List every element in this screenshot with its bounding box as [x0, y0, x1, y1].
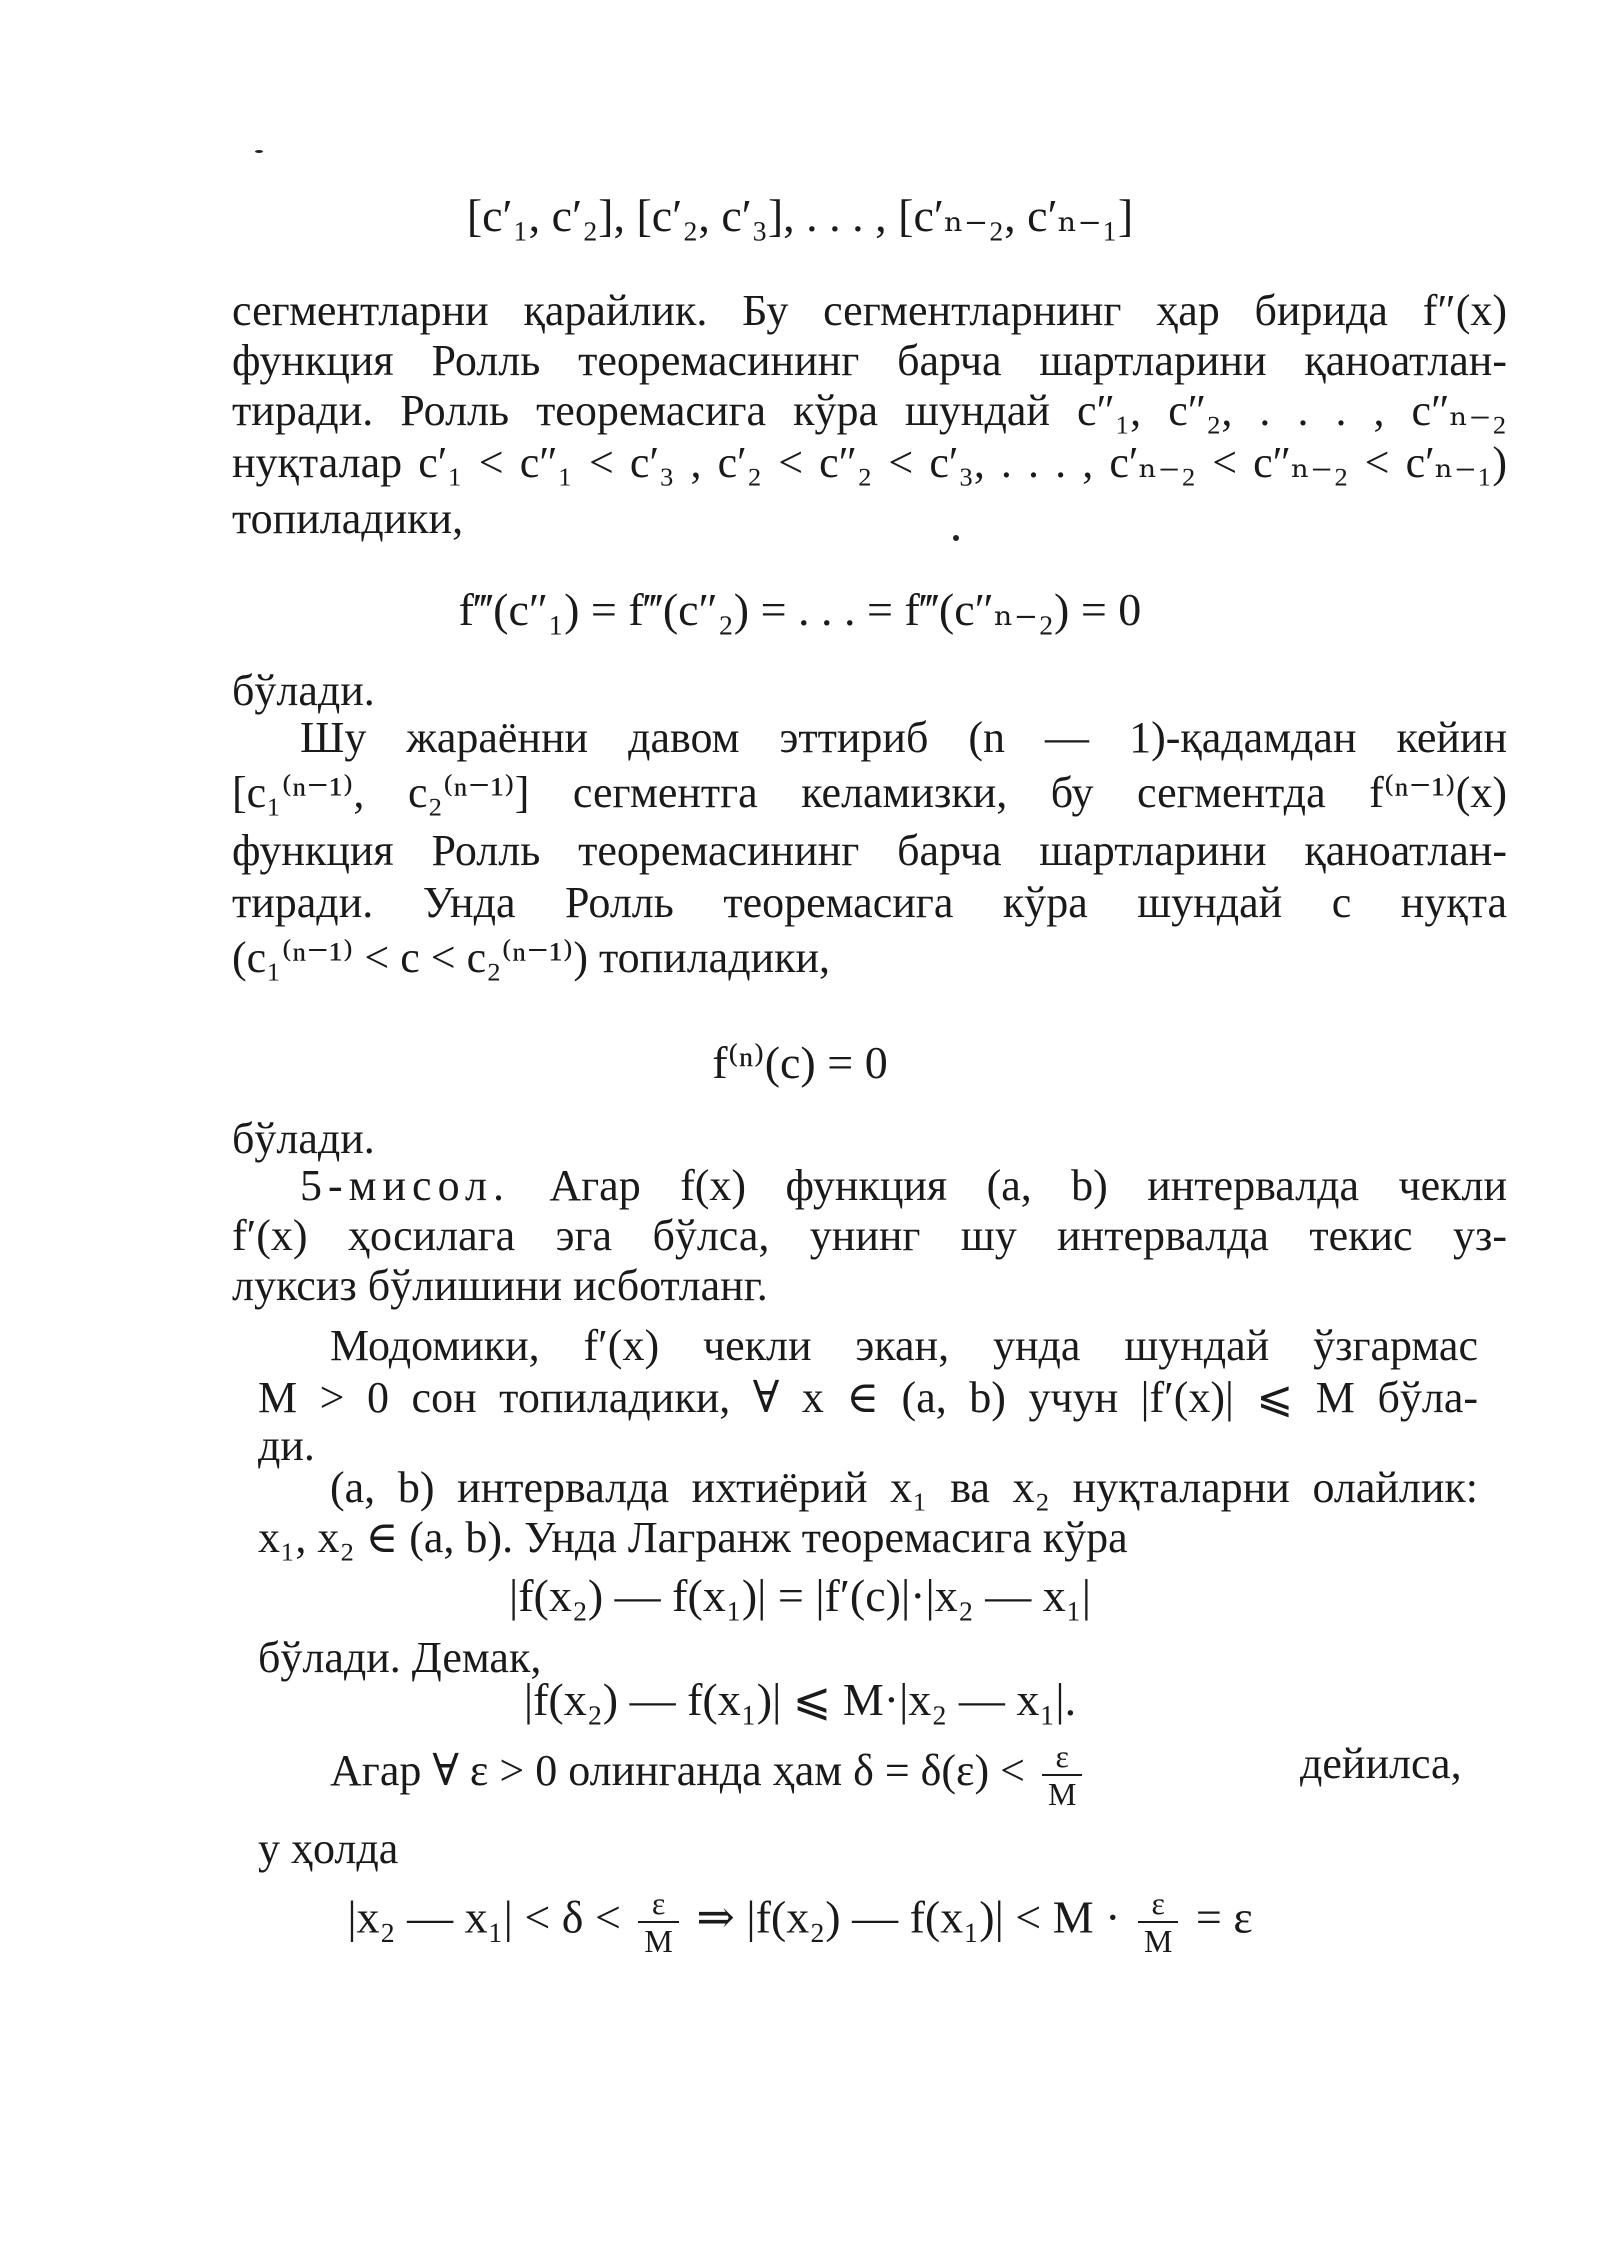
- formula-part: = ε: [1195, 1891, 1253, 1943]
- inequality-formula: |f(x₂) — f(x₁)| ⩽ M·|x₂ — x₁|.: [523, 1674, 1077, 1725]
- example-text: Агар f(x) функция (a, b) интервалда чекли: [509, 1161, 1507, 1210]
- example-label: 5-мисол.: [300, 1161, 510, 1210]
- paragraph-line: [c₁⁽ⁿ⁻¹⁾, c₂⁽ⁿ⁻¹⁾] сегментга келамизки, бу сегментда f⁽ⁿ⁻¹⁾(x): [232, 768, 1507, 817]
- paragraph-line: дейилса,: [1300, 1739, 1462, 1788]
- paragraph-line: тиради. Ролль теоремасига кўра шундай c″₁, c″₂, . . . , c″ₙ₋₂: [232, 386, 1507, 435]
- paragraph-line: Шу жараённи давом эттириб (n — 1)-қадамдан кейин: [300, 713, 1507, 762]
- paragraph-line: сегментларни қарайлик. Бу сегментларнинг ҳар бирида f″(x): [232, 286, 1507, 335]
- paragraph-line: нуқталар c′₁ < c″₁ < c′₃ , c′₂ < c″₂ < c′₃, . . . , c′ₙ₋₂ < c″ₙ₋₂ < c′ₙ₋₁): [232, 438, 1507, 487]
- fraction-eps-over-m: [1042, 1738, 1082, 1812]
- fraction-numerator: ε: [638, 1885, 678, 1923]
- fraction-eps-over-m: [1138, 1885, 1178, 1959]
- paragraph-line: f′(x) ҳосилага эга бўлса, унинг шу интервалда текис уз-: [232, 1211, 1507, 1260]
- paragraph-line: бўлади.: [232, 1114, 375, 1163]
- example-heading-line: [300, 1160, 1507, 1212]
- paragraph-line: ди.: [258, 1421, 315, 1470]
- lagrange-formula: |f(x₂) — f(x₁)| = |f′(c)|·|x₂ — x₁|: [508, 1570, 1091, 1621]
- paragraph-line: бўлади. Демак,: [258, 1633, 542, 1682]
- fraction-denominator: M: [644, 1923, 673, 1959]
- scan-speck: [953, 535, 959, 541]
- paragraph-line: бўлади.: [232, 666, 375, 715]
- paragraph-line: (a, b) интервалда ихтиёрий x₁ ва x₂ нуқталарни олайлик:: [330, 1463, 1478, 1512]
- segments-list-formula: [c′₁, c′₂], [c′₂, c′₃], . . . , [c′ₙ₋₂, c′ₙ₋₁]: [466, 190, 1134, 241]
- formula-part: ⇒ |f(x₂) — f(x₁)| < M ·: [696, 1891, 1121, 1943]
- paragraph-line: Модомики, f′(x) чекли экан, унда шундай ўзгармас: [330, 1321, 1478, 1370]
- formula-part: |x₂ — x₁| < δ <: [347, 1891, 621, 1943]
- scan-speck: [255, 150, 263, 153]
- paragraph-line: (c₁⁽ⁿ⁻¹⁾ < c < c₂⁽ⁿ⁻¹⁾) топиладики,: [232, 933, 831, 982]
- fraction-eps-over-m: [638, 1885, 678, 1959]
- third-derivative-formula: f‴(c″₁) = f‴(c″₂) = . . . = f‴(c″ₙ₋₂) = 0: [458, 584, 1142, 635]
- fraction-numerator: ε: [1042, 1738, 1082, 1776]
- fraction-numerator: ε: [1138, 1885, 1178, 1923]
- paragraph-line: M > 0 сон топиладики, ∀ x ∈ (a, b) учун |f′(x)| ⩽ M бўла-: [258, 1373, 1478, 1422]
- fraction-denominator: M: [1047, 1776, 1077, 1812]
- delta-definition-text: Агар ∀ ε > 0 олинганда ҳам δ = δ(ε) <: [330, 1746, 1025, 1796]
- paragraph-line: луксиз бўлишини исботланг.: [232, 1261, 768, 1310]
- paragraph-line: тиради. Унда Ролль теоремасига кўра шундай c нуқта: [232, 878, 1507, 927]
- uniform-continuity-formula: [0, 1885, 1600, 1959]
- paragraph-line: x₁, x₂ ∈ (a, b). Унда Лагранж теоремасига кўра: [258, 1513, 1128, 1562]
- paragraph-line: функция Ролль теоремасининг барча шартларини қаноатлан-: [232, 826, 1507, 875]
- delta-definition-line: [330, 1738, 1088, 1812]
- paragraph-line: функция Ролль теоремасининг барча шартларини қаноатлан-: [232, 336, 1507, 385]
- fraction-denominator: M: [1143, 1923, 1173, 1959]
- paragraph-line: у ҳолда: [258, 1824, 399, 1873]
- nth-derivative-formula: f⁽ⁿ⁾(c) = 0: [712, 1037, 888, 1088]
- paragraph-line: топиладики,: [232, 494, 464, 543]
